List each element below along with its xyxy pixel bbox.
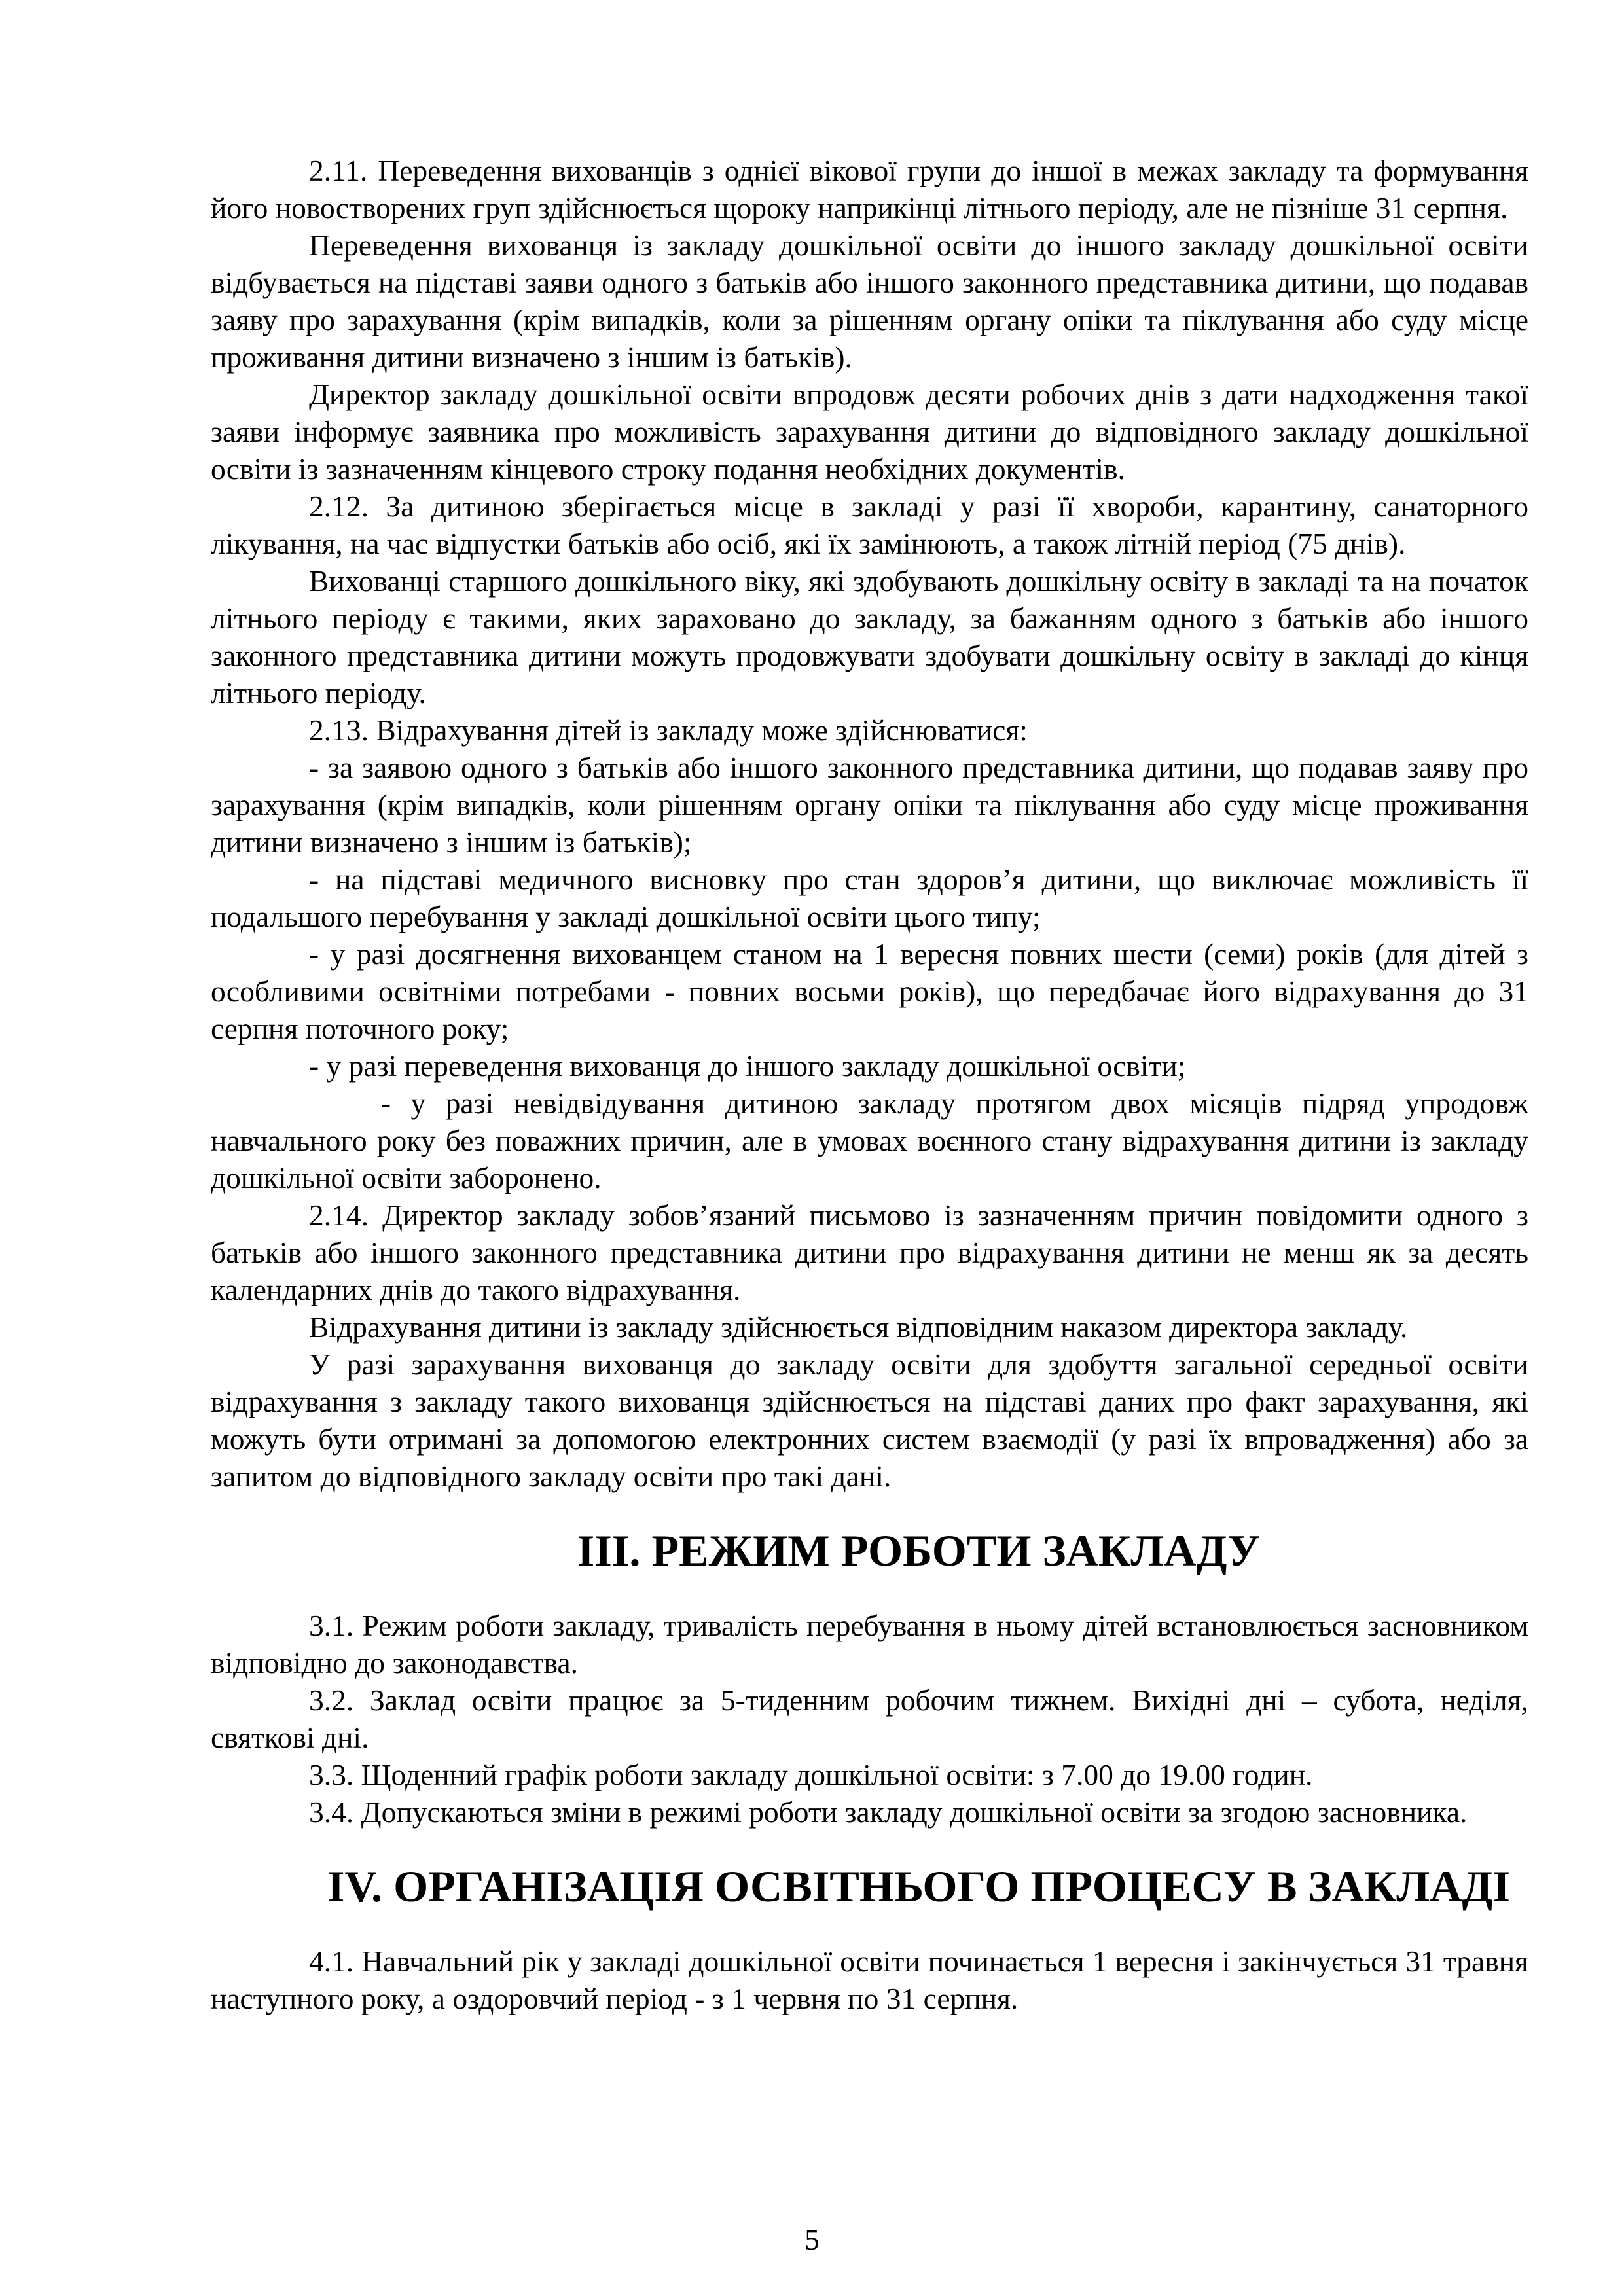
paragraph-2-11: 2.11. Переведення вихованців з однієї вікової групи до іншої в межах закладу та формування його новостворених груп здійснюється щороку наприкінці літнього періоду, але не пізніше 31 серпня. [211,154,1528,224]
list-item-expulsion-4: - у разі переведення вихованця до іншого закладу дошкільної освіти; [309,1049,1186,1083]
paragraph-3-3: 3.3. Щоденний графік роботи закладу дошкільної освіти: з 7.00 до 19.00 годин. [309,1758,1313,1791]
paragraph-school-enrollment: У разі зарахування вихованця до закладу освіти для здобуття загальної середньої освіти відрахування з закладу такого вихованця здійснюється на підставі даних про факт зарахування, які можуть бути отримані за допомогою електронних систем взаємодії (у разі їх впровадження) або за запитом до відповідного закладу освіти про такі дані. [211,1348,1528,1493]
paragraph-2-12: 2.12. За дитиною зберігається місце в закладі у разі її хвороби, карантину, санаторного лікування, на час відпустки батьків або осіб, які їх замінюють, а також літній період (75 днів). [211,490,1528,560]
list-item-expulsion-3: - у разі досягнення вихованцем станом на 1 вересня повних шести (семи) років (для дітей з особливими освітніми потребами - повних восьми років), що передбачає його відрахування до 31 серпня поточного року; [211,937,1528,1045]
paragraph-director-notice: Директор закладу дошкільної освіти впродовж десяти робочих днів з дати надходження такої заяви інформує заявника про можливість зарахування дитини до відповідного закладу дошкільної освіти із зазначенням кінцевого строку подання необхідних документів. [211,378,1528,486]
list-item-expulsion-5: - у разі невідвідування дитиною закладу протягом двох місяців підряд упродовж навчального року без поважних причин, але в умовах воєнного стану відрахування дитини із закладу дошкільної освіти заборонено. [211,1086,1528,1194]
list-item-expulsion-2: - на підставі медичного висновку про стан здоров’я дитини, що виключає можливість її подальшого перебування у закладі дошкільної освіти цього типу; [211,863,1528,933]
paragraph-2-13: 2.13. Відрахування дітей із закладу може здійснюватися: [309,713,1028,747]
document-page [211,152,1528,2017]
section-heading-4: IV. ОРГАНІЗАЦІЯ ОСВІТНЬОГО ПРОЦЕСУ В ЗАКЛАДІ [327,1861,1511,1911]
paragraph-3-2: 3.2. Заклад освіти працює за 5-тиденним робочим тижнем. Вихідні дні – субота, неділя, святкові дні. [211,1683,1528,1754]
paragraph-senior-pupils: Вихованці старшого дошкільного віку, які здобувають дошкільну освіту в закладі та на початок літнього періоду є такими, яких зараховано до закладу, за бажанням одного з батьків або іншого законного представника дитини можуть продовжувати здобувати дошкільну освіту в закладі до кінця літнього періоду. [211,564,1528,709]
page-number: 5 [804,2223,820,2256]
paragraph-3-1: 3.1. Режим роботи закладу, тривалість перебування в ньому дітей встановлюється засновником відповідно до законодавства. [211,1609,1528,1679]
paragraph-4-1: 4.1. Навчальний рік у закладі дошкільної освіти починається 1 вересня і закінчується 31 травня наступного року, а оздоровчий період - з 1 червня по 31 серпня. [211,1945,1528,2015]
paragraph-transfer: Переведення вихованця із закладу дошкільної освіти до іншого закладу дошкільної освіти відбувається на підставі заяви одного з батьків або іншого законного представника дитини, що подавав заяву про зарахування (крім випадків, коли за рішенням органу опіки та піклування або суду місце проживання дитини визначено з іншим із батьків). [211,228,1528,374]
list-item-expulsion-1: - за заявою одного з батьків або іншого законного представника дитини, що подавав заяву про зарахування (крім випадків, коли рішенням органу опіки та піклування або суду місце проживання дитини визначено з іншим із батьків); [211,751,1528,859]
paragraph-3-4: 3.4. Допускаються зміни в режимі роботи закладу дошкільної освіти за згодою засновника. [309,1795,1468,1829]
paragraph-2-14: 2.14. Директор закладу зобов’язаний письмово із зазначенням причин повідомити одного з батьків або іншого законного представника дитини про відрахування дитини не менш як за десять календарних днів до такого відрахування. [211,1198,1528,1306]
section-heading-3: ІІІ. РЕЖИМ РОБОТИ ЗАКЛАДУ [577,1526,1261,1575]
paragraph-expulsion-order: Відрахування дитини із закладу здійснюється відповідним наказом директора закладу. [309,1310,1408,1344]
